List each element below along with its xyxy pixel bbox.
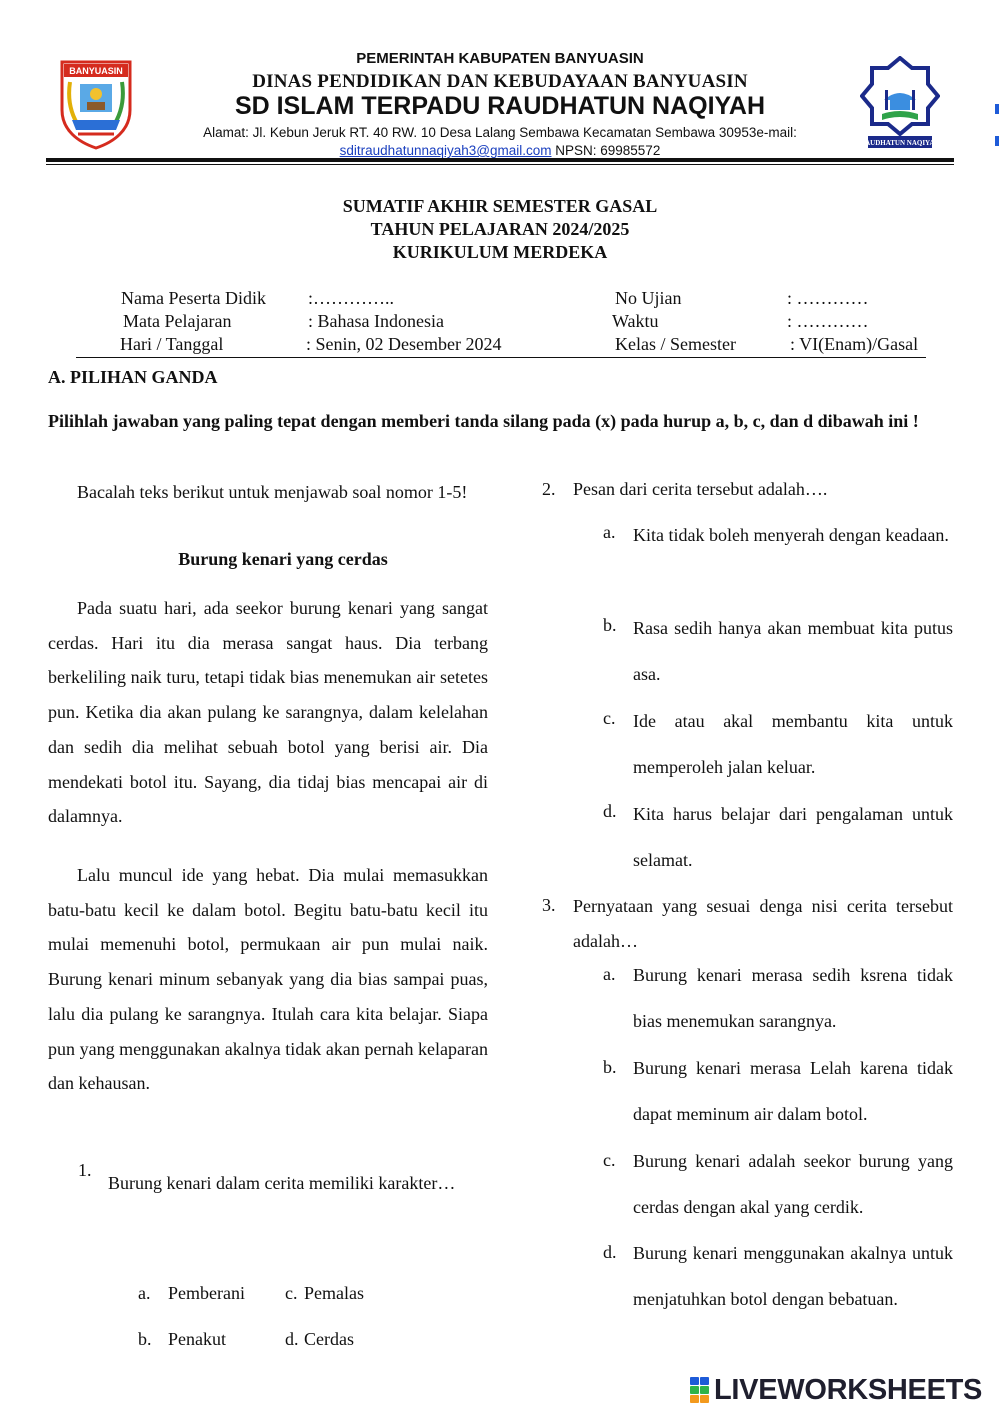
identity-rule: [76, 357, 926, 358]
q3-option-a[interactable]: Burung kenari merasa sedih ksrena tidak bias menemukan sarangnya.: [633, 965, 953, 1032]
liveworksheets-watermark: [690, 1372, 982, 1408]
q2-option-c-letter: c.: [603, 708, 616, 728]
q2-option-a[interactable]: Kita tidak boleh menyerah dengan keadaan.: [633, 525, 949, 545]
story-paragraph-1: Pada suatu hari, ada seekor burung kenari yang sangat cerdas. Hari itu dia merasa sangat haus. Dia terbang berkeliling naik turu, tetapi tidak bias menemukan air setetes pun. Ketika dia akan pulang ke sarangnya, dalam kelelahan dan sedih dia melihat sebuah botol yang berisi air. Dia mendekati botol itu. Sayang, dia tidaj bias mencapai air di dalamnya.: [48, 598, 488, 827]
exam-number-field[interactable]: : …………: [787, 288, 869, 308]
watermark-text: LIVEWORKSHEETS: [714, 1373, 983, 1406]
section-title: A. PILIHAN GANDA: [48, 367, 218, 387]
question-2-text: Pesan dari cerita tersebut adalah….: [573, 479, 828, 499]
student-name-field[interactable]: :…………..: [308, 288, 395, 308]
letterhead-rule-thin: [46, 164, 954, 165]
exam-title: SUMATIF AKHIR SEMESTER GASAL: [342, 196, 658, 216]
government-heading: PEMERINTAH KABUPATEN BANYUASIN: [356, 50, 644, 67]
q3-option-d[interactable]: Burung kenari menggunakan akalnya untuk menjatuhkan botol dengan bebatuan.: [633, 1243, 953, 1310]
subject-label: Mata Pelajaran: [123, 311, 232, 331]
banyuasin-regency-logo: [58, 58, 134, 150]
question-1-number: 1.: [78, 1160, 92, 1180]
q1-option-d-letter: d.: [285, 1329, 299, 1349]
school-address: [140, 124, 860, 160]
reading-intro: Bacalah teks berikut untuk menjawab soal nomor 1-5!: [77, 482, 468, 502]
curriculum: KURIKULUM MERDEKA: [392, 242, 608, 262]
logo-left-text: BANYUASIN: [69, 66, 123, 76]
liveworksheets-logo-icon: [690, 1377, 710, 1403]
q2-option-d[interactable]: Kita harus belajar dari pengalaman untuk selamat.: [633, 804, 953, 871]
academic-year: TAHUN PELAJARAN 2024/2025: [370, 219, 630, 239]
q3-option-c-letter: c.: [603, 1150, 616, 1170]
q3-option-c[interactable]: Burung kenari adalah seekor burung yang cerdas dengan akal yang cerdik.: [633, 1151, 953, 1218]
q1-option-a[interactable]: Pemberani: [168, 1283, 245, 1303]
class-value: : VI(Enam)/Gasal: [790, 334, 919, 354]
logo-right-text: RAUDHATUN NAQIYAH: [860, 139, 940, 147]
class-label: Kelas / Semester: [615, 334, 736, 354]
q1-option-d[interactable]: Cerdas: [304, 1329, 354, 1349]
q2-option-b[interactable]: Rasa sedih hanya akan membuat kita putus asa.: [633, 618, 953, 685]
school-logo: [860, 56, 940, 152]
date-value: : Senin, 02 Desember 2024: [306, 334, 502, 354]
q1-option-b-letter: b.: [138, 1329, 152, 1349]
exam-number-label: No Ujian: [615, 288, 682, 308]
q3-option-b[interactable]: Burung kenari merasa Lelah karena tidak dapat meminum air dalam botol.: [633, 1058, 953, 1125]
subject-value: : Bahasa Indonesia: [308, 311, 444, 331]
time-label: Waktu: [612, 311, 659, 331]
q2-option-d-letter: d.: [603, 801, 617, 821]
q1-option-c[interactable]: Pemalas: [304, 1283, 364, 1303]
q2-option-c[interactable]: Ide atau akal membantu kita untuk memperoleh jalan keluar.: [633, 711, 953, 778]
question-3-text: Pernyataan yang sesuai denga nisi cerita tersebut adalah…: [573, 896, 953, 951]
address-text: Alamat: Jl. Kebun Jeruk RT. 40 RW. 10 Desa Lalang Sembawa Kecamatan Sembawa 30953e-mail:: [203, 125, 797, 140]
instruction-text: Pilihlah jawaban yang paling tepat dengan memberi tanda silang pada (x) pada hurup a, b, c, dan d dibawah ini !: [48, 411, 919, 431]
q2-option-a-letter: a.: [603, 522, 616, 542]
q3-option-b-letter: b.: [603, 1057, 617, 1077]
question-1-text: Burung kenari dalam cerita memiliki karakter…: [108, 1173, 456, 1193]
q1-option-c-letter: c.: [285, 1283, 298, 1303]
date-label: Hari / Tanggal: [120, 334, 224, 354]
department-heading: DINAS PENDIDIKAN DAN KEBUDAYAAN BANYUASIN: [252, 71, 748, 92]
edge-mark: [994, 100, 1000, 150]
story-title: Burung kenari yang cerdas: [178, 549, 388, 569]
q1-option-a-letter: a.: [138, 1283, 151, 1303]
question-3-number: 3.: [542, 895, 556, 915]
npsn-text: NPSN: 69985572: [555, 143, 661, 158]
q3-option-a-letter: a.: [603, 964, 616, 984]
q3-option-d-letter: d.: [603, 1242, 617, 1262]
question-2-number: 2.: [542, 479, 556, 499]
q2-option-b-letter: b.: [603, 615, 617, 635]
student-name-label: Nama Peserta Didik: [121, 288, 266, 308]
school-email-link[interactable]: sditraudhatunnaqiyah3@gmail.com: [339, 143, 552, 158]
school-name: SD ISLAM TERPADU RAUDHATUN NAQIYAH: [234, 92, 766, 120]
q1-option-b[interactable]: Penakut: [168, 1329, 226, 1349]
time-field[interactable]: : …………: [787, 311, 869, 331]
story-paragraph-2: Lalu muncul ide yang hebat. Dia mulai memasukkan batu-batu kecil ke dalam botol. Begitu batu-batu kecil itu mulai memenuhi botol, permukaan air pun mulai naik. Burung kenari minum sebanyak yang dia bias sampai puas, lalu dia pulang ke sarangnya. Itulah cara kita belajar. Siapa pun yang menggunakan akalnya tidak akan pernah kelaparan dan kehausan.: [48, 865, 488, 1094]
letterhead-rule-thick: [46, 158, 954, 162]
